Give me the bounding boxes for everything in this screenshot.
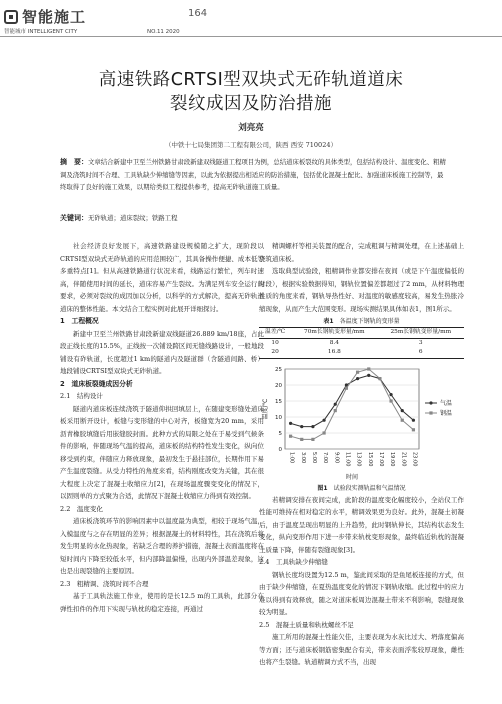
data-point: [345, 386, 348, 389]
section-2-5-text: 施工所用的混凝土性能欠佳，主要表现为水灰比过大、坍落度偏高等方面；还与道床板钢筋密集配合有关，带来表面浮浆较厚现象，雌性也将产生裂缝。轨道精调方式不当，出现: [259, 633, 464, 666]
table-cell: 8.4: [329, 339, 339, 346]
data-point: [334, 409, 337, 412]
x-tick-label: 11:00: [344, 451, 351, 466]
data-point: [311, 425, 314, 428]
journal-issue: NO.11 2020: [146, 29, 180, 35]
data-point: [311, 437, 314, 440]
keywords-text: 无砟轨道；道床裂纹；铁路工程: [88, 214, 178, 222]
legend-marker: [429, 411, 432, 414]
logo-text: 智能施工: [22, 8, 87, 26]
data-point: [412, 428, 415, 431]
rail-deformation-table: [259, 327, 464, 359]
section-1-text: 新建中卫至兰州铁路甘肃段新建双线隧道26.889 km/18座，占此段正线长度的15.5%，正线按一次铺设跨区间无缝线路设计，一般地段铺设有砟轨道，长度超过1 km的隧道内及隧道群（含隧道间路、桥）地段铺设CRTSⅠ型双块式无砟轨道。: [60, 329, 264, 375]
table-row: [259, 338, 464, 348]
affiliation: （中铁十七局集团第二工程有限公司，陕西 西安 710024）: [165, 141, 337, 149]
temperature-chart: [259, 363, 464, 483]
page-header: [0, 0, 502, 40]
x-tick-label: 7:00: [322, 451, 329, 463]
x-tick-label: 17:00: [377, 451, 384, 466]
section-2-1-text: 隧道内道床板连续浇筑于隧道仰拱回填层上，在随建变形缝处道床板采用断开设计，板缝与变形缝的中心对齐，板缝宽为20 mm，采用沥青橡胶填缝后用嵌缝胶封面。此种方式的局限之处在于易受到气候条件的影响，伴随现场气温的提高，道床板的结构特性发生变化，纵向位移受到约束，伴随应力释放现象，最初发生于悬挂部位，长期作用下易产生温度裂缝。从受力特性的角度来看，结构刚度改变为关键，其在很大程度上决定了混凝土收缩应力[2]，在现场温度骤变变化的情况下，以固则单的方式聚为合适，此情况下混凝土收缩应力得到有效控制。: [60, 404, 264, 500]
keywords-label: 关键词：: [60, 214, 88, 222]
author: 刘亮亮: [238, 123, 264, 133]
y-tick-label: 5: [278, 430, 282, 437]
right-paragraph-2: 选取典型试验段，粗精调作业都安排在夜间（或是下午温度偏低的时段），根据实验数据得知，钢轨位置偏差都超过了2 mm，从材料物理性质的角度来看，钢轨导热性好、对温度的敏感度较高，易发生热胀冷缩现象，从而产生大范围变形。现场实测结果具体如表1，图1所示。: [259, 267, 464, 313]
temperature-chart-svg: [259, 363, 464, 483]
data-point: [367, 373, 370, 376]
data-point: [289, 434, 292, 437]
data-point: [300, 425, 303, 428]
y-tick-label: 20: [275, 382, 282, 389]
right-paragraph-1: 精调螺杆等相关装置的配合，完成粗调与精调处理，在上述基础上浇筑道床板。: [259, 242, 464, 263]
y-tick-label: 25: [275, 366, 282, 373]
section-2-2-text: 道床板浇筑环节的影响因素中以温度最为典型，相较于现场气温，入模温度与之存在明显的差异；根据混凝土的材料特性，其在浇筑后将发生明显的水化热现象，若缺乏合理的养护措施，混凝土表面温度将在短时间内下降至较低水平，但内部降温偏慢，出现内外部温差现象，这也是出现裂缝的主要原因。: [60, 517, 264, 575]
journal-line: [4, 27, 180, 35]
table-header-cell: 25m长钢轨变形量/mm: [378, 328, 464, 339]
data-point: [367, 367, 370, 370]
data-point: [378, 377, 381, 380]
x-tick-label: 5:00: [310, 451, 317, 463]
section-2-4-text: 钢轨长度均设置为12.5 m，鉴此间采取的是鱼尾板连接的方式，但由于缺少伸缩缝，在夏热温度变化的情况下钢轨收缩。此过程中的应力难以得到有效释放，随之对道床板周边混凝土带来不利影响，裂缝现象较为明显。: [259, 570, 464, 616]
section-2-3-text: 基于工具轨法施工作业，使用的是长12.5 m的工具轨，此部分在弹性扣件的作用下实现与轨枕的稳定连接，再通过: [60, 592, 264, 613]
article-title-line1: 高速铁路CRTSⅠ型双块式无砟轨道道床: [98, 70, 404, 90]
table-row: [259, 348, 464, 358]
data-point: [289, 421, 292, 424]
section-2-4-heading: 2.4 工具轨缺少伸缩缝: [259, 558, 328, 566]
article-title-line2: 裂纹成因及防治措施: [170, 94, 332, 114]
data-point: [322, 431, 325, 434]
table-cell: 6: [378, 348, 464, 358]
right-column: [259, 240, 464, 669]
table-number: 表1: [323, 318, 334, 325]
x-tick-label: 21:00: [400, 451, 407, 466]
page-number: 164: [188, 8, 208, 19]
header-divider: [0, 36, 502, 37]
data-point: [401, 418, 404, 421]
table-cell: 20: [259, 348, 291, 358]
y-tick-label: 15: [275, 398, 282, 405]
figure-caption: [259, 483, 464, 494]
abstract-label: 摘 要：: [60, 158, 88, 166]
table-header-cell: 温差/℃: [259, 328, 291, 339]
section-2-5-heading: 2.5 混凝土质量和轨枕螺丝不足: [259, 620, 354, 629]
intro-paragraph: 社会经济良好发展下，高速铁路建设规模随之扩大，现阶段以CRTSⅠ型双块式无砟轨道的应用范围较广，其具备操作便捷、成本低等多重特点[1]。但从高速铁路道行状况来看，线路运行繁忙，列车时速高，伴随使用时间的延长，道床容易产生裂纹。为满足列车安全运行的要求，必须对裂纹的成因加以分析，以科学的方式解决，提高无砟轨道道床的整体性能。本文结合工程实例对此展开详细探讨。: [60, 242, 264, 313]
legend-label: 钢温: [440, 409, 453, 417]
logo-icon: [4, 10, 18, 24]
data-point: [334, 402, 337, 405]
data-point: [401, 409, 404, 412]
table-cell: 10: [271, 339, 279, 346]
table-caption: [259, 316, 464, 327]
x-tick-label: 1:00: [288, 451, 295, 463]
figure-caption-text: 试验段实测轨温和气温情况: [333, 484, 406, 492]
section-2-heading: 2 道床板裂缝成因分析: [60, 379, 133, 388]
legend-label: 气温: [440, 399, 453, 407]
y-tick-label: 0: [278, 446, 282, 453]
data-point: [356, 377, 359, 380]
right-paragraph-3: 若精调安排在夜间完成，此阶段的温度变化幅度较小，全站仪工作性能可维持在相对稳定的水平，精调效果更为良好。此外，混凝土初凝后，由于温度呈现出明显的上升趋势，此时钢轨伸长，其结构状态发生变化，纵向变形作用下进一步带来轨枕变形现象，最终临近轨枕的混凝土质量下降，伴随有裂缝现象[3]。: [259, 495, 464, 554]
table-caption-text: 各温度下钢轨的变形量: [339, 318, 400, 325]
section-1-heading: 1 工程概况: [60, 317, 99, 325]
series-line-1: [291, 369, 414, 439]
x-tick-label: 15:00: [366, 451, 373, 466]
figure-number: 图1: [317, 484, 328, 492]
x-tick-label: 23:00: [411, 451, 418, 466]
data-point: [300, 437, 303, 440]
x-tick-label: 19:00: [389, 451, 396, 466]
legend-marker: [429, 401, 432, 404]
abstract-text: 文章结合新建中卫至兰州铁路甘肃段新建双线隧道工程项目为例，总结道床板裂纹的具体类型，包括结构设计、温度变化、粗精调及浇筑时间不合理、工具轨缺少伸缩缝等因素，以此为依据提出相适应的防治措施，包括优化混凝土配比、加强道床板施工控制等，最终取得了良好的施工效果，以期给类似工程提供参考，提高无砟轨道施工质量。: [60, 158, 446, 192]
data-point: [356, 370, 359, 373]
table-cell: 16.8: [291, 348, 377, 358]
y-axis-label: 温度/℃: [262, 398, 269, 419]
keywords: [60, 213, 448, 223]
x-axis-label: 时间: [345, 473, 359, 481]
table-header-cell: 70m长钢轨变形量/mm: [291, 328, 377, 339]
x-tick-label: 9:00: [333, 451, 340, 463]
table-cell: 3: [418, 339, 423, 346]
journal-name: 智能城市 INTELLIGENT CITY: [4, 29, 78, 35]
section-2-3-heading: 2.3 粗精调、浇筑时间不合理: [60, 579, 149, 588]
x-tick-label: 3:00: [299, 451, 306, 463]
data-point: [389, 399, 392, 402]
left-column: [60, 240, 264, 615]
data-point: [389, 393, 392, 396]
abstract: [60, 156, 448, 194]
x-tick-label: 13:00: [355, 451, 362, 466]
section-2-2-heading: 2.2 温度变化: [60, 504, 103, 513]
data-point: [322, 418, 325, 421]
journal-logo: [4, 6, 86, 27]
y-tick-label: 10: [275, 414, 282, 421]
section-2-1-heading: 2.1 结构设计: [60, 392, 103, 400]
data-point: [412, 418, 415, 421]
